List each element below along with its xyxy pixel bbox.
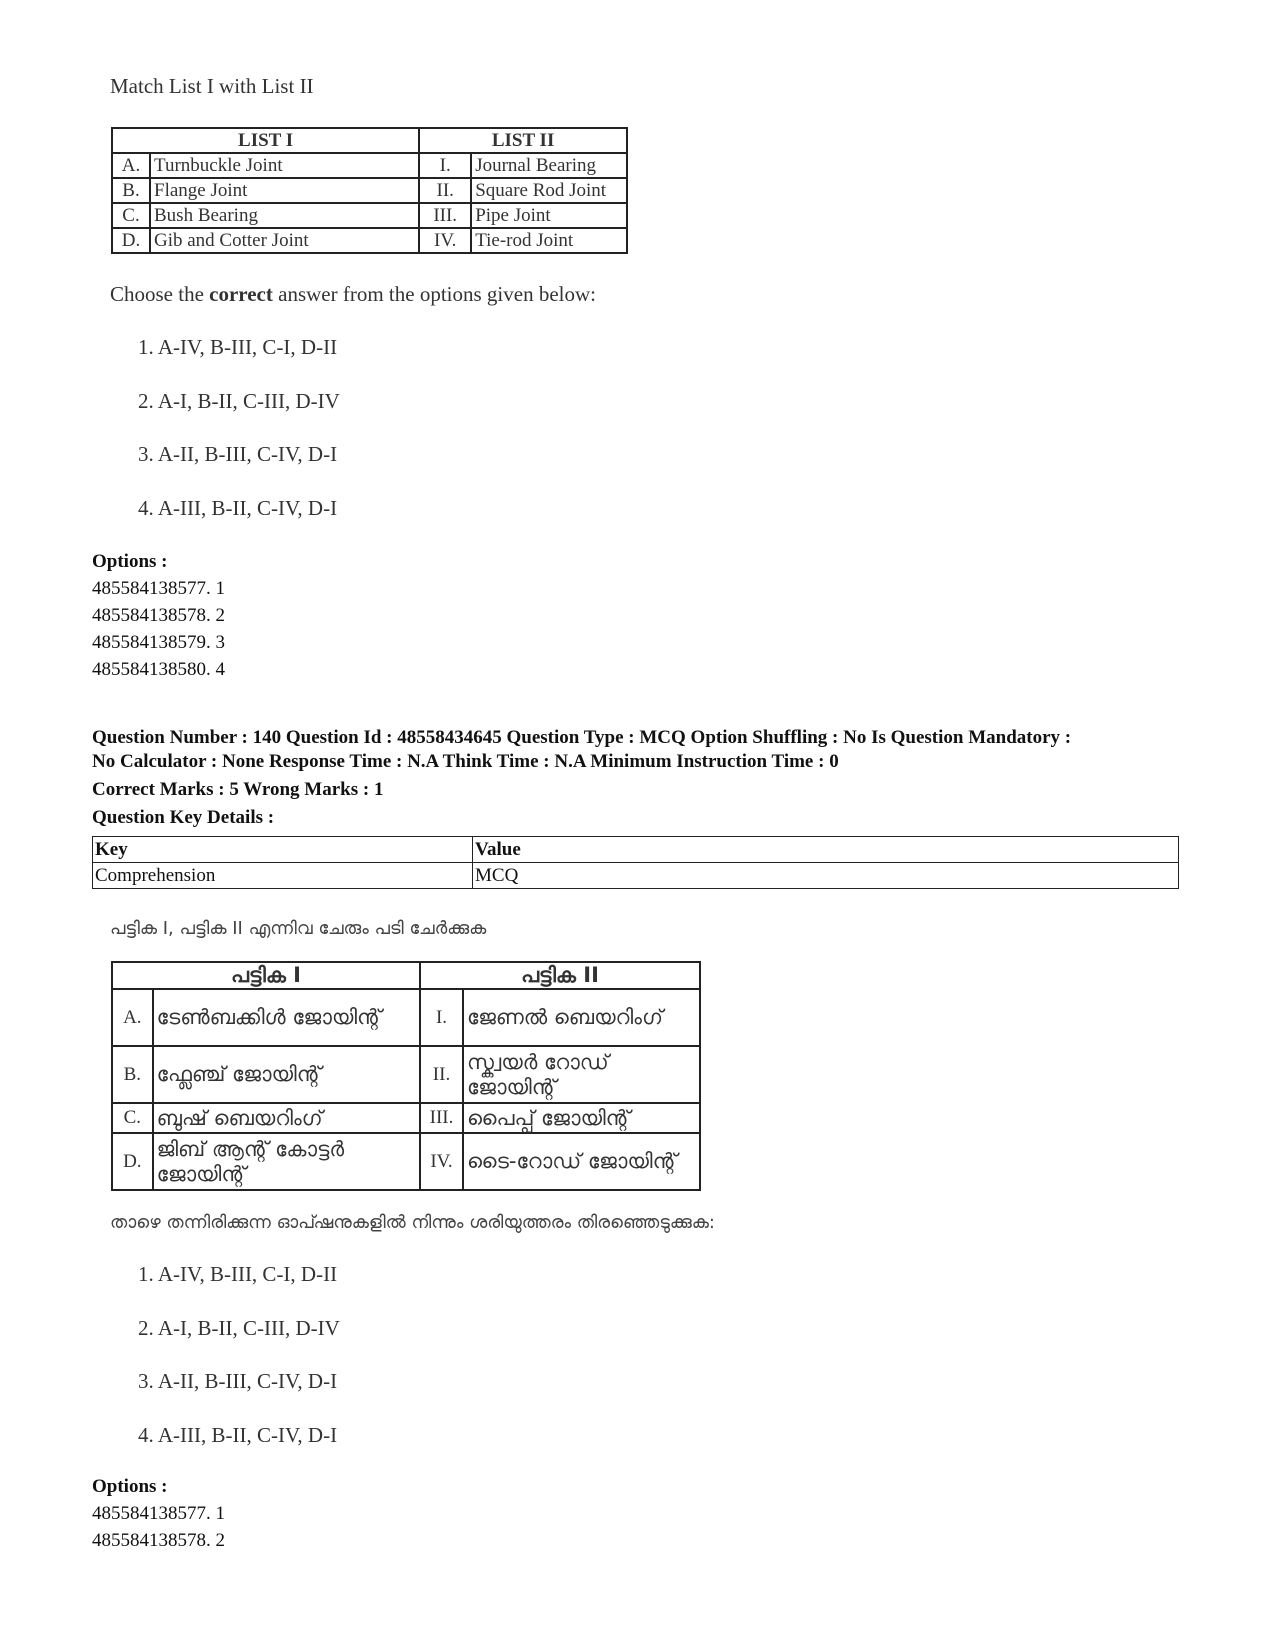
table-row	[93, 863, 1179, 889]
q1-instruction: Match List I with List II	[110, 74, 314, 98]
q2-match-table	[111, 961, 701, 1191]
option-id: 485584138577. 1	[92, 1503, 225, 1524]
row-label: I.	[420, 989, 463, 1046]
q2-list2-header: പട്ടിക II	[420, 962, 700, 989]
row-label: C.	[112, 1103, 153, 1133]
answer-option: 3. A-II, B-III, C-IV, D-I	[138, 1369, 338, 1393]
row-label: III.	[419, 203, 471, 228]
meta-line: Question Number : 140 Question Id : 48558434645 Question Type : MCQ Option Shuffling : No Is Question Mandatory :	[92, 727, 1072, 748]
value-cell: MCQ	[473, 863, 1179, 889]
row-label: III.	[420, 1103, 463, 1133]
row-label: D.	[112, 1133, 153, 1190]
row-label: D.	[112, 228, 150, 253]
answer-option: 4. A-III, B-II, C-IV, D-I	[138, 496, 338, 520]
row-label: I.	[419, 153, 471, 178]
option-id: 485584138578. 2	[92, 1530, 225, 1551]
list2-item: ടൈ-റോഡ് ജോയിന്റ്	[463, 1133, 700, 1190]
row-label: IV.	[420, 1133, 463, 1190]
options-label: Options :	[92, 551, 168, 572]
table-row	[112, 178, 627, 203]
row-label: B.	[112, 178, 150, 203]
list1-item: Flange Joint	[150, 178, 419, 203]
list1-item: ജിബ് ആന്റ് കോട്ടർ ജോയിന്റ്	[153, 1133, 420, 1190]
table-row	[112, 153, 627, 178]
table-row	[93, 837, 1179, 863]
row-label: II.	[419, 178, 471, 203]
table-row	[112, 1046, 700, 1103]
choose-post: answer from the options given below:	[272, 282, 596, 306]
row-label: II.	[420, 1046, 463, 1103]
row-label: A.	[112, 153, 150, 178]
table-row	[112, 989, 700, 1046]
option-id: 485584138578. 2	[92, 605, 225, 626]
table-row	[112, 1103, 700, 1133]
option-id: 485584138577. 1	[92, 578, 225, 599]
table-row	[112, 1133, 700, 1190]
list1-item: Turnbuckle Joint	[150, 153, 419, 178]
row-label: IV.	[419, 228, 471, 253]
list2-item: സ്ക്വയർ റോഡ് ജോയിന്റ്	[463, 1046, 700, 1103]
q1-list2-header: LIST II	[419, 128, 627, 153]
answer-option: 2. A-I, B-II, C-III, D-IV	[138, 389, 340, 413]
q2-meta	[92, 726, 1212, 830]
meta-line: No Calculator : None Response Time : N.A Think Time : N.A Minimum Instruction Time : 0	[92, 751, 839, 772]
marks-line: Correct Marks : 5 Wrong Marks : 1	[92, 779, 384, 800]
list1-item: ബുഷ് ബെയറിംഗ്	[153, 1103, 420, 1133]
value-header: Value	[473, 837, 1179, 863]
key-header: Key	[93, 837, 473, 863]
list2-item: Square Rod Joint	[471, 178, 627, 203]
list1-item: ഫ്ലേഞ്ച് ജോയിന്റ്	[153, 1046, 420, 1103]
option-id: 485584138579. 3	[92, 632, 225, 653]
list2-item: പൈപ്പ് ജോയിന്റ്	[463, 1103, 700, 1133]
key-cell: Comprehension	[93, 863, 473, 889]
list1-item: ടേൺബക്കിൾ ജോയിന്റ്	[153, 989, 420, 1046]
answer-option: 4. A-III, B-II, C-IV, D-I	[138, 1423, 338, 1447]
q1-match-table	[111, 127, 628, 254]
q2-list1-header: പട്ടിക I	[112, 962, 420, 989]
list2-item: Pipe Joint	[471, 203, 627, 228]
answer-option: 1. A-IV, B-III, C-I, D-II	[138, 335, 338, 359]
answer-option: 1. A-IV, B-III, C-I, D-II	[138, 1262, 338, 1286]
q1-options-block	[92, 548, 225, 683]
q2-options-block	[92, 1473, 225, 1554]
options-label: Options :	[92, 1476, 168, 1497]
list2-item: ജേണൽ ബെയറിംഗ്	[463, 989, 700, 1046]
key-details-table	[92, 836, 1179, 889]
choose-bold: correct	[209, 282, 273, 306]
row-label: C.	[112, 203, 150, 228]
answer-option: 3. A-II, B-III, C-IV, D-I	[138, 442, 338, 466]
choose-pre: Choose the	[110, 282, 210, 306]
table-row	[112, 203, 627, 228]
list2-item: Journal Bearing	[471, 153, 627, 178]
q1-list1-header: LIST I	[112, 128, 419, 153]
list1-item: Gib and Cotter Joint	[150, 228, 419, 253]
q1-choose-text	[110, 282, 596, 307]
table-row	[112, 228, 627, 253]
row-label: A.	[112, 989, 153, 1046]
list2-item: Tie-rod Joint	[471, 228, 627, 253]
list1-item: Bush Bearing	[150, 203, 419, 228]
option-id: 485584138580. 4	[92, 659, 225, 680]
key-details-label: Question Key Details :	[92, 807, 275, 828]
q2-instruction: പട്ടിക I, പട്ടിക II എന്നിവ ചേരും പടി ചേർക്കുക	[110, 918, 487, 939]
q2-choose-text: താഴെ തന്നിരിക്കുന്ന ഓപ്ഷനുകളിൽ നിന്നും ശരിയുത്തരം തിരഞ്ഞെടുക്കുക:	[110, 1212, 715, 1233]
row-label: B.	[112, 1046, 153, 1103]
answer-option: 2. A-I, B-II, C-III, D-IV	[138, 1316, 340, 1340]
